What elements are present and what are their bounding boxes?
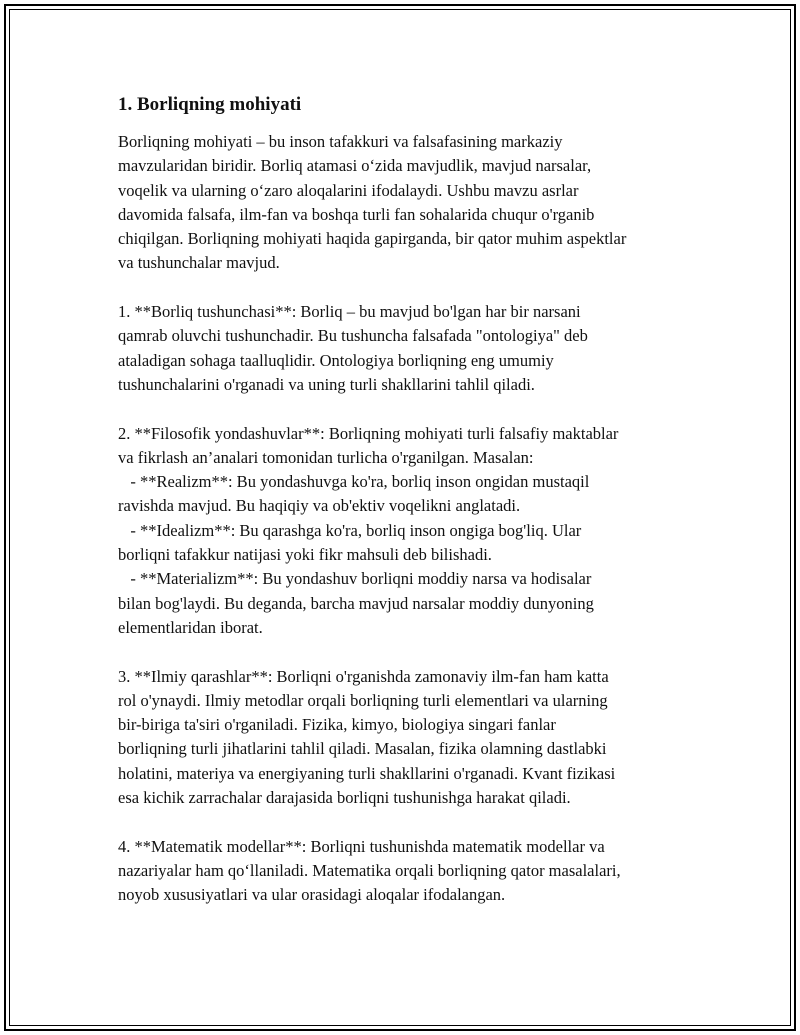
text-line: borliqning turli jihatlarini tahlil qiladi. Masalan, fizika olamning dastlabki bbox=[118, 739, 607, 759]
text-line: elementlaridan iborat. bbox=[118, 617, 263, 637]
text-line: esa kichik zarrachalar darajasida borliqni tushunishga harakat qiladi. bbox=[118, 788, 571, 808]
intro-paragraph bbox=[118, 130, 698, 276]
text-line: - **Materializm**: Bu yondashuv borliqni moddiy narsa va hodisalar bbox=[118, 569, 592, 589]
paragraph-gap bbox=[118, 397, 698, 421]
text-line: qamrab oluvchi tushunchadir. Bu tushuncha falsafada "ontologiya" deb bbox=[118, 326, 588, 346]
text-line: bilan bog'laydi. Bu deganda, barcha mavjud narsalar moddiy dunyoning bbox=[118, 593, 594, 613]
text-line: va tushunchalar mavjud. bbox=[118, 253, 280, 273]
text-line: - **Idealizm**: Bu qarashga ko'ra, borliq inson ongiga bog'liq. Ular bbox=[118, 520, 582, 540]
section-4-paragraph bbox=[118, 835, 698, 908]
document-body bbox=[118, 92, 698, 908]
text-line: borliqni tafakkur natijasi yoki fikr mahsuli deb bilishadi. bbox=[118, 545, 492, 565]
text-line: holatini, materiya va energiyaning turli shakllarini o'rganadi. Kvant fizikasi bbox=[118, 763, 616, 783]
text-line: davomida falsafa, ilm-fan va boshqa turli fan sohalarida chuqur o'rganib bbox=[118, 204, 595, 224]
text-line: mavzularidan biridir. Borliq atamasi o‘zida mavjudlik, mavjud narsalar, bbox=[118, 156, 592, 176]
text-line: 1. **Borliq tushunchasi**: Borliq – bu mavjud bo'lgan har bir narsani bbox=[118, 302, 581, 322]
text-line: rol o'ynaydi. Ilmiy metodlar orqali borliqning turli elementlari va ularning bbox=[118, 690, 608, 710]
text-line: 3. **Ilmiy qarashlar**: Borliqni o'rganishda zamonaviy ilm-fan ham katta bbox=[118, 666, 609, 686]
section-2-paragraph bbox=[118, 422, 698, 641]
section-3-paragraph bbox=[118, 665, 698, 811]
paragraph-gap bbox=[118, 640, 698, 664]
section-1-paragraph bbox=[118, 300, 698, 397]
text-line: 2. **Filosofik yondashuvlar**: Borliqning mohiyati turli falsafiy maktablar bbox=[118, 423, 619, 443]
text-line: noyob xususiyatlari va ular orasidagi aloqalar ifodalangan. bbox=[118, 885, 506, 905]
text-line: - **Realizm**: Bu yondashuvga ko'ra, borliq inson ongidan mustaqil bbox=[118, 472, 590, 492]
text-line: chiqilgan. Borliqning mohiyati haqida gapirganda, bir qator muhim aspektlar bbox=[118, 229, 627, 249]
text-line: Borliqning mohiyati – bu inson tafakkuri va falsafasining markaziy bbox=[118, 132, 563, 151]
text-line: nazariyalar ham qo‘llaniladi. Matematika orqali borliqning qator masalalari, bbox=[118, 860, 621, 880]
section-heading: 1. Borliqning mohiyati bbox=[118, 94, 302, 115]
text-line: voqelik va ularning o‘zaro aloqalarini ifodalaydi. Ushbu mavzu asrlar bbox=[118, 180, 579, 200]
text-line: ravishda mavjud. Bu haqiqiy va ob'ektiv voqelikni anglatadi. bbox=[118, 496, 521, 516]
paragraph-gap bbox=[118, 276, 698, 300]
text-line: bir-biriga ta'siri o'rganiladi. Fizika, kimyo, biologiya singari fanlar bbox=[118, 715, 556, 735]
text-line: va fikrlash an’analari tomonidan turlicha o'rganilgan. Masalan: bbox=[118, 447, 534, 467]
paragraph-gap bbox=[118, 810, 698, 834]
text-line: tushunchalarini o'rganadi va uning turli shakllarini tahlil qiladi. bbox=[118, 374, 535, 394]
text-line: ataladigan sohaga taalluqlidir. Ontologiya borliqning eng umumiy bbox=[118, 350, 554, 370]
text-line: 4. **Matematik modellar**: Borliqni tushunishda matematik modellar va bbox=[118, 836, 605, 856]
